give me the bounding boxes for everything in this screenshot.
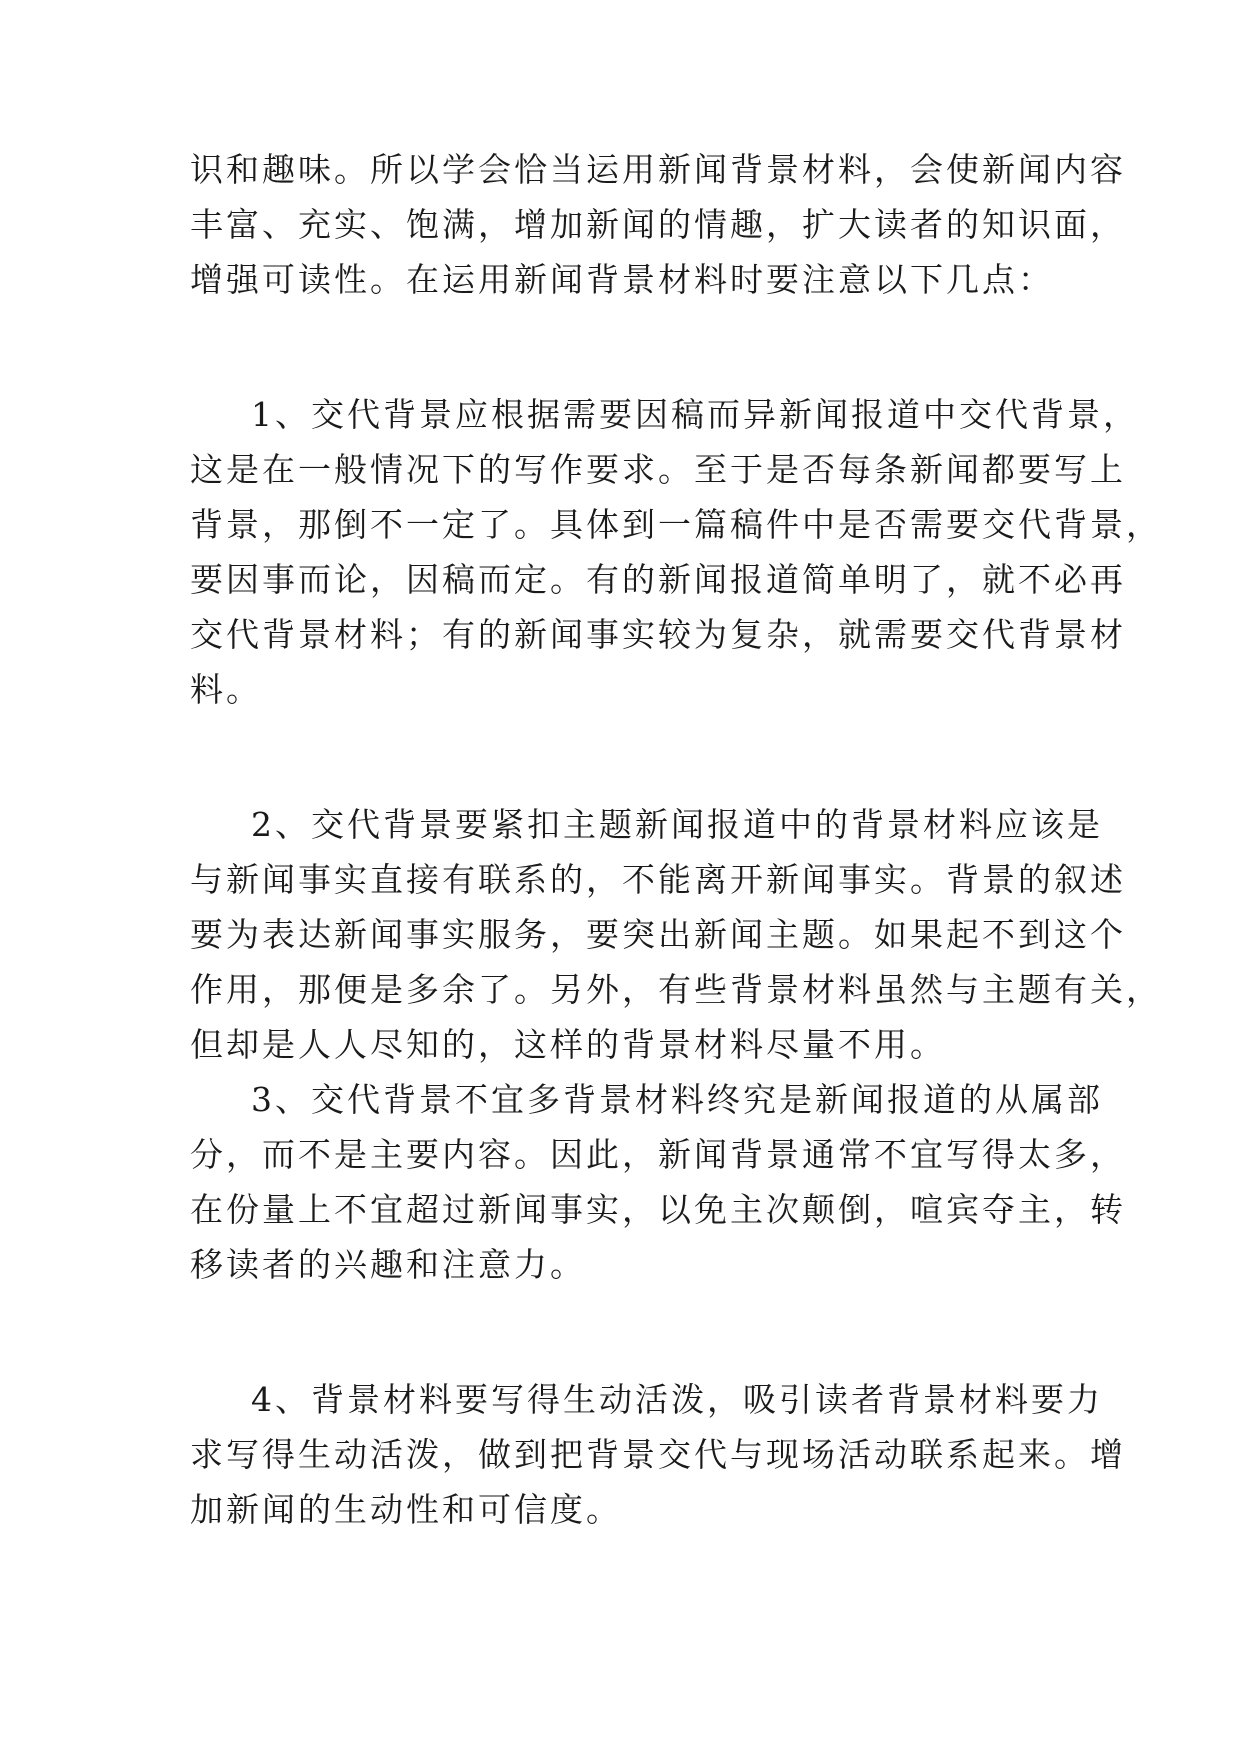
paragraph-1-first-line: 1、交代背景应根据需要因稿而异新闻报道中交代背景， [251, 395, 1139, 434]
text-line: 识和趣味。所以学会恰当运用新闻背景材料，会使新闻内容 [190, 150, 1126, 189]
paragraph-3-first-line: 3、交代背景不宜多背景材料终究是新闻报道的从属部 [251, 1080, 1103, 1119]
text-line: 求写得生动活泼，做到把背景交代与现场活动联系起来。增 [190, 1435, 1126, 1474]
text-line: 丰富、充实、饱满，增加新闻的情趣，扩大读者的知识面， [190, 205, 1126, 244]
paragraph-4-first-line: 4、背景材料要写得生动活泼，吸引读者背景材料要力 [251, 1380, 1103, 1419]
text-line: 交代背景材料；有的新闻事实较为复杂，就需要交代背景材 [190, 615, 1126, 654]
text-line: 背景，那倒不一定了。具体到一篇稿件中是否需要交代背景， [190, 505, 1162, 544]
text-line: 作用，那便是多余了。另外，有些背景材料虽然与主题有关， [190, 970, 1162, 1009]
text-line: 加新闻的生动性和可信度。 [190, 1490, 622, 1529]
paragraph-2-first-line: 2、交代背景要紧扣主题新闻报道中的背景材料应该是 [251, 805, 1103, 844]
text-line: 这是在一般情况下的写作要求。至于是否每条新闻都要写上 [190, 450, 1126, 489]
text-line: 与新闻事实直接有联系的，不能离开新闻事实。背景的叙述 [190, 860, 1126, 899]
text-line: 料。 [190, 670, 262, 709]
text-line: 要因事而论，因稿而定。有的新闻报道简单明了，就不必再 [190, 560, 1126, 599]
text-line: 要为表达新闻事实服务，要突出新闻主题。如果起不到这个 [190, 915, 1126, 954]
text-line: 移读者的兴趣和注意力。 [190, 1245, 586, 1284]
text-line: 增强可读性。在运用新闻背景材料时要注意以下几点： [190, 260, 1054, 299]
text-line: 分，而不是主要内容。因此，新闻背景通常不宜写得太多， [190, 1135, 1126, 1174]
text-line: 在份量上不宜超过新闻事实，以免主次颠倒，喧宾夺主，转 [190, 1190, 1126, 1229]
text-line: 但却是人人尽知的，这样的背景材料尽量不用。 [190, 1025, 946, 1064]
